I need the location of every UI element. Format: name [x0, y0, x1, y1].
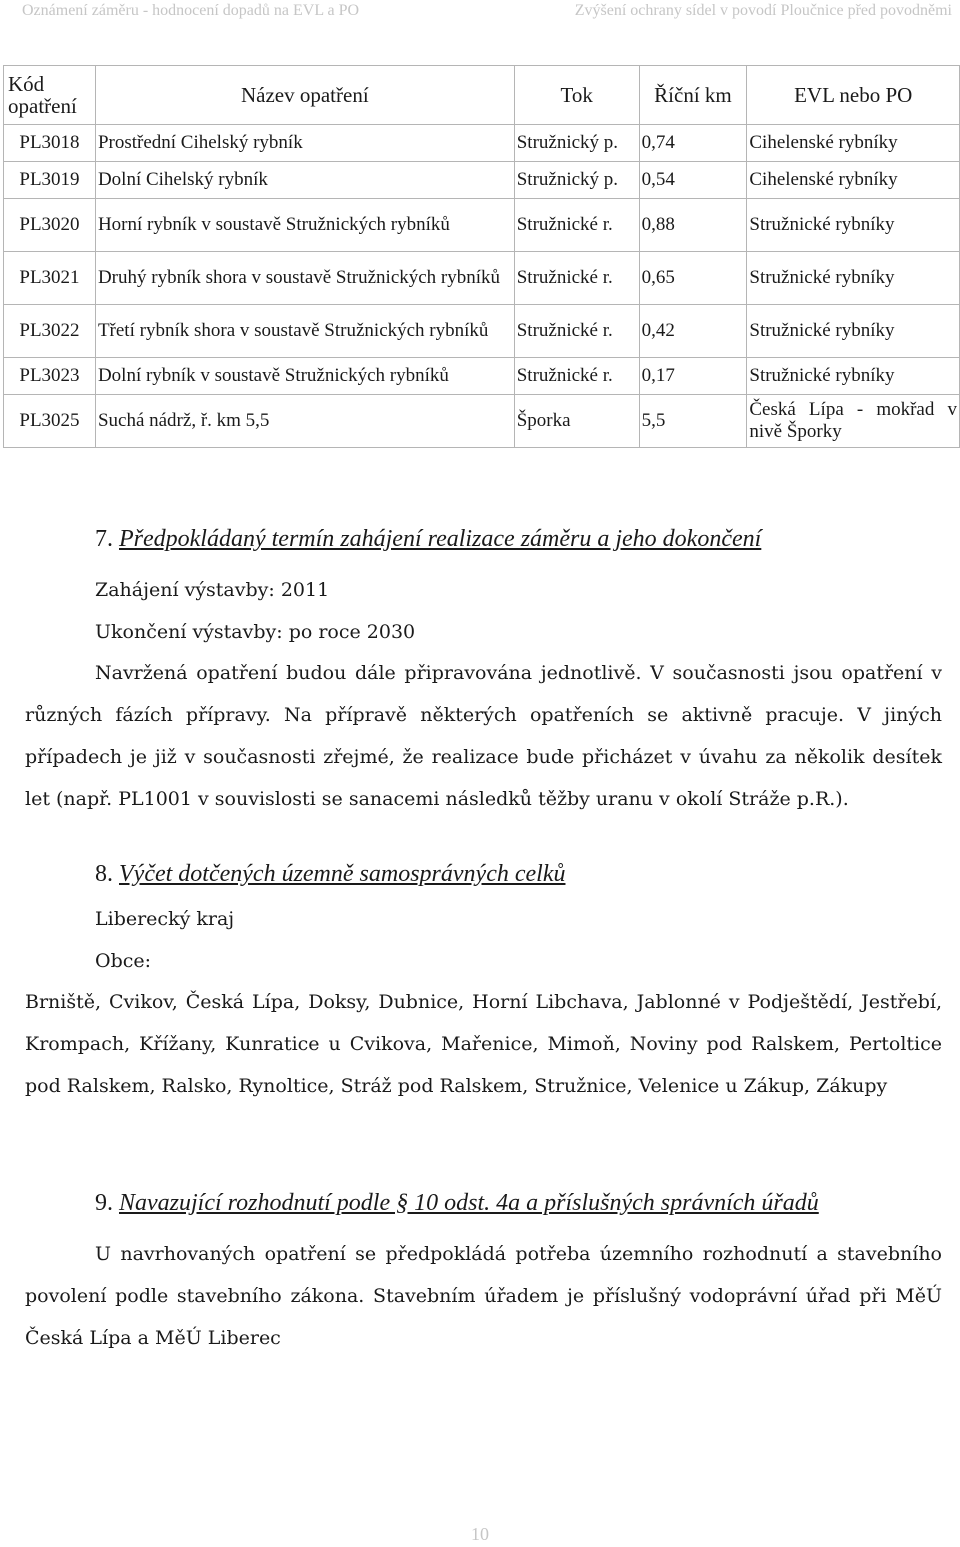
table-row	[4, 199, 960, 252]
header-code: Kód opatření	[4, 66, 96, 125]
cell-tok: Stružnické r.	[514, 252, 639, 305]
cell-code: PL3022	[4, 305, 96, 358]
cell-code: PL3021	[4, 252, 96, 305]
cell-km: 0,17	[639, 358, 747, 395]
measures-table	[3, 65, 960, 448]
municipalities-label: Obce:	[95, 950, 152, 972]
cell-tok: Stružnický p.	[514, 125, 639, 162]
section-9-paragraph: U navrhovaných opatření se předpokládá potřeba územního rozhodnutí a stavebního povolení podle stavebního zákona. Stavebním úřadem je příslušný vodoprávní úřad při MěÚ Česká Lípa a MěÚ Liberec	[25, 1243, 942, 1349]
section-9-heading	[95, 1190, 819, 1217]
header-left-title: Oznámení záměru - hodnocení dopadů na EVL a PO	[22, 2, 360, 19]
cell-name: Druhý rybník shora v soustavě Stružnických rybníků	[95, 252, 514, 305]
section-7-heading	[95, 526, 761, 553]
cell-evl: Cihelenské rybníky	[747, 125, 960, 162]
section-9-title: Navazující rozhodnutí podle § 10 odst. 4a a příslušných správních úřadů	[119, 1190, 819, 1216]
header-km: Říční km	[639, 66, 747, 125]
table-row	[4, 125, 960, 162]
page-header	[0, 0, 960, 26]
cell-tok: Stružnický p.	[514, 162, 639, 199]
header-evl: EVL nebo PO	[747, 66, 960, 125]
table-row	[4, 395, 960, 448]
cell-name: Třetí rybník shora v soustavě Stružnických rybníků	[95, 305, 514, 358]
table-row	[4, 305, 960, 358]
cell-evl: Cihelenské rybníky	[747, 162, 960, 199]
cell-evl: Stružnické rybníky	[747, 305, 960, 358]
cell-tok: Stružnické r.	[514, 199, 639, 252]
cell-code: PL3020	[4, 199, 96, 252]
section-7-number: 7.	[95, 526, 113, 552]
cell-km: 0,54	[639, 162, 747, 199]
page-number: 10	[471, 1524, 489, 1544]
cell-name: Prostřední Cihelský rybník	[95, 125, 514, 162]
section-8-number: 8.	[95, 861, 113, 887]
cell-evl: Stružnické rybníky	[747, 199, 960, 252]
section-7-title: Předpokládaný termín zahájení realizace záměru a jeho dokončení	[119, 526, 762, 552]
section-7-paragraph: Navržená opatření budou dále připravována jednotlivě. V současnosti jsou opatření v různých fázích přípravy. Na přípravě některých opatřeních se aktivně pracuje. V jiných případech je již v současnosti zřejmé, že realizace bude přicházet v úvahu za několik desítek let (např. PL1001 v souvislosti se sanacemi následků těžby uranu v okolí Stráže p.R.).	[25, 662, 942, 810]
construction-start: Zahájení výstavby: 2011	[95, 579, 330, 601]
cell-km: 0,88	[639, 199, 747, 252]
cell-evl: Česká Lípa - mokřad v nivě Šporky	[747, 395, 960, 448]
municipalities-list: Brniště, Cvikov, Česká Lípa, Doksy, Dubnice, Horní Libchava, Jablonné v Podještědí, Jestřebí, Krompach, Křížany, Kunratice u Cvikova, Mařenice, Mimoň, Noviny pod Ralskem, Pertoltice pod Ralskem, Ralsko, Rynoltice, Stráž pod Ralskem, Stružnice, Velenice u Zákup, Zákupy	[25, 991, 942, 1097]
table-row	[4, 358, 960, 395]
cell-name: Dolní rybník v soustavě Stružnických rybníků	[95, 358, 514, 395]
cell-km: 0,42	[639, 305, 747, 358]
header-right-title: Zvýšení ochrany sídel v povodí Ploučnice před povodněmi	[574, 2, 952, 19]
cell-code: PL3023	[4, 358, 96, 395]
cell-evl: Stružnické rybníky	[747, 252, 960, 305]
section-8-heading	[95, 861, 565, 888]
cell-code: PL3018	[4, 125, 96, 162]
cell-name: Dolní Cihelský rybník	[95, 162, 514, 199]
header-tok: Tok	[514, 66, 639, 125]
region-name: Liberecký kraj	[95, 908, 235, 930]
cell-tok: Stružnické r.	[514, 358, 639, 395]
section-8-title: Výčet dotčených územně samosprávných celků	[119, 861, 566, 887]
cell-name: Horní rybník v soustavě Stružnických rybníků	[95, 199, 514, 252]
cell-km: 0,74	[639, 125, 747, 162]
cell-tok: Šporka	[514, 395, 639, 448]
section-9-number: 9.	[95, 1190, 113, 1216]
cell-tok: Stružnické r.	[514, 305, 639, 358]
construction-end: Ukončení výstavby: po roce 2030	[95, 621, 416, 643]
cell-km: 0,65	[639, 252, 747, 305]
table-row	[4, 252, 960, 305]
cell-km: 5,5	[639, 395, 747, 448]
table-row	[4, 162, 960, 199]
header-name: Název opatření	[95, 66, 514, 125]
cell-code: PL3025	[4, 395, 96, 448]
cell-name: Suchá nádrž, ř. km 5,5	[95, 395, 514, 448]
cell-evl: Stružnické rybníky	[747, 358, 960, 395]
cell-code: PL3019	[4, 162, 96, 199]
table-header-row	[4, 66, 960, 125]
